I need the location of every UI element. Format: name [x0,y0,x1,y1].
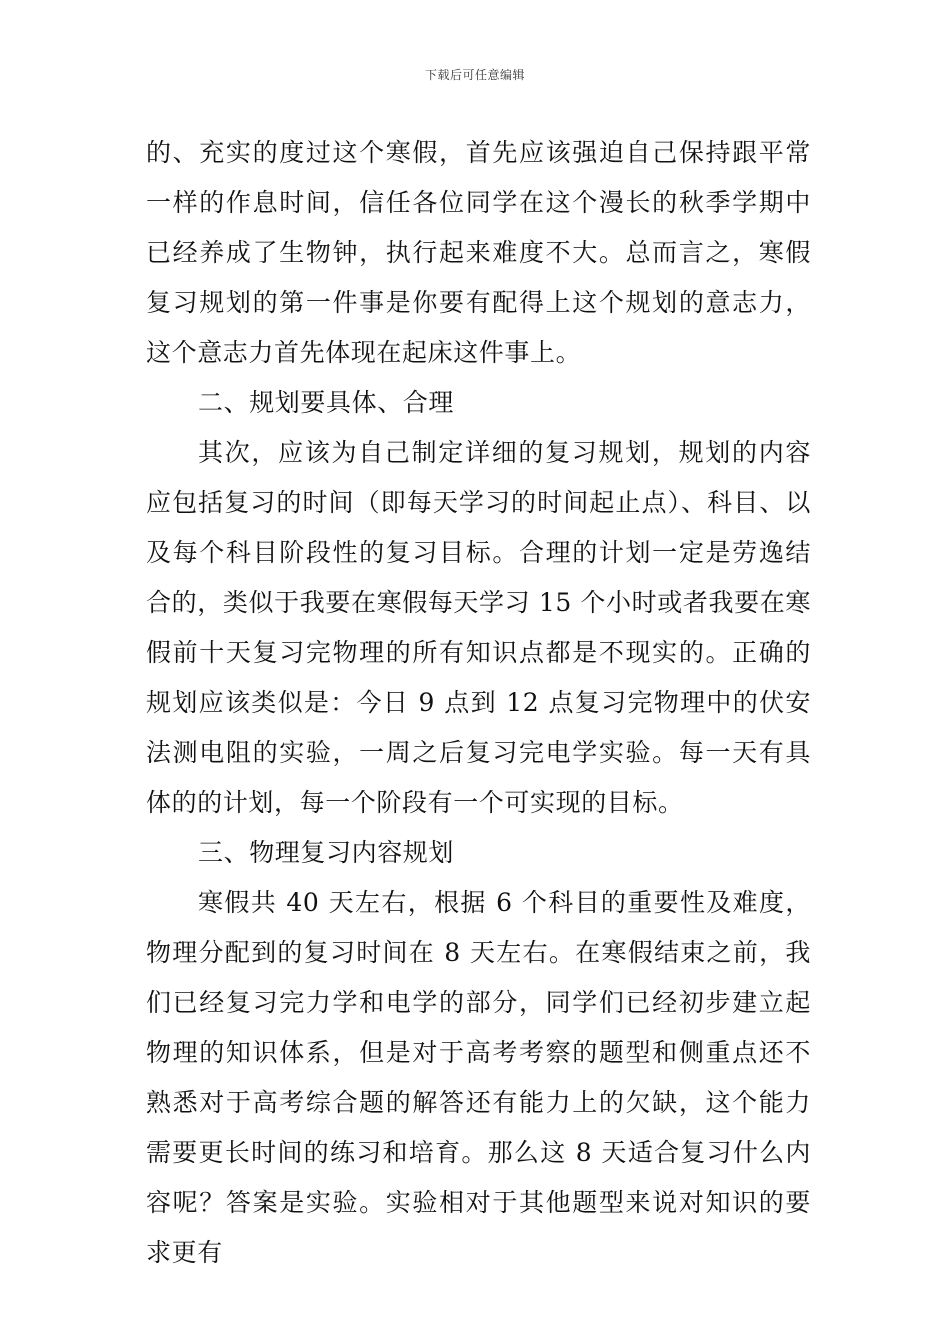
section-heading-2: 二、规划要具体、合理 [198,388,455,417]
section-heading-3: 三、物理复习内容规划 [198,838,455,867]
page-header: 下载后可任意编辑 [424,68,525,82]
paragraph-3: 寒假共 40 天左右，根据 6 个科目的重要性及难度，物理分配到的复习时间在 8 天左右。在寒假结束之前，我们已经复习完力学和电学的部分，同学们已经初步建立起物理的知识体系，但是对于高考考察的题型和侧重点还不熟悉对于高考综合题的解答还有能力上的欠缺，这个能力需要更长时间的练习和培育。那么这 8 天适合复习什么内容呢？答案是实验。实验相对于其他题型来说对知识的要求更有 [146,888,811,1267]
paragraph-1: 的、充实的度过这个寒假，首先应该强迫自己保持跟平常一样的作息时间，信任各位同学在这个漫长的秋季学期中已经养成了生物钟，执行起来难度不大。总而言之，寒假复习规划的第一件事是你要有配得上这个规划的意志力，这个意志力首先体现在起床这件事上。 [146,138,811,367]
paragraph-2: 其次，应该为自己制定详细的复习规划，规划的内容应包括复习的时间（即每天学习的时间起止点）、科目、以及每个科目阶段性的复习目标。合理的计划一定是劳逸结合的，类似于我要在寒假每天学习 15 个小时或者我要在寒假前十天复习完物理的所有知识点都是不现实的。正确的规划应该类似是：今日 9 点到 12 点复习完物理中的伏安法测电阻的实验，一周之后复习完电学实验。每一天有具体的的计划，每一个阶段有一个可实现的目标。 [146,438,811,817]
document-body [146,128,811,1278]
